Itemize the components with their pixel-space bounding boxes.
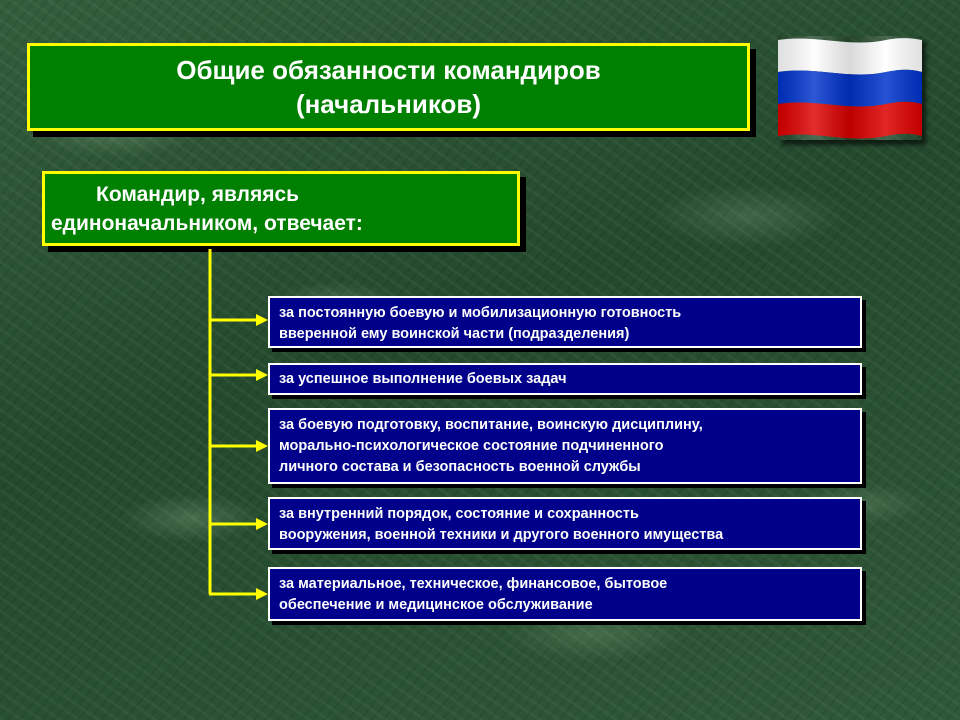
responsibility-item-1 — [268, 296, 862, 348]
item-3-line-2: морально-психологическое состояние подчиненного — [279, 438, 664, 454]
item-2-line-1: за успешное выполнение боевых задач — [279, 371, 567, 387]
item-4-line-2: вооружения, военной техники и другого военного имущества — [279, 527, 724, 543]
arrow-head-5 — [256, 588, 268, 600]
arrow-head-3 — [256, 440, 268, 452]
commander-line-1: Командир, являясь — [96, 183, 300, 206]
arrow-head-1 — [256, 314, 268, 326]
item-5-line-2: обеспечение и медицинское обслуживание — [279, 597, 593, 613]
commander-line-2: единоначальником, отвечает: — [51, 212, 363, 235]
responsibility-item-2 — [268, 363, 862, 395]
commander-responsibility-box — [42, 171, 520, 246]
item-3-line-3: личного состава и безопасность военной службы — [279, 459, 641, 475]
item-3-line-1: за боевую подготовку, воспитание, воинскую дисциплину, — [279, 417, 703, 433]
item-4-line-1: за внутренний порядок, состояние и сохранность — [279, 506, 639, 522]
responsibility-item-4 — [268, 497, 862, 550]
item-1-line-2: вверенной ему воинской части (подразделения) — [279, 326, 630, 342]
slide-title-line-2: (начальников) — [295, 89, 482, 119]
responsibility-item-5 — [268, 567, 862, 621]
slide-title — [27, 43, 750, 131]
arrow-head-4 — [256, 518, 268, 530]
slide-title-line-1: Общие обязанности командиров — [176, 55, 601, 85]
russian-flag-icon — [778, 36, 922, 140]
item-1-line-1: за постоянную боевую и мобилизационную готовность — [279, 305, 682, 321]
arrow-head-2 — [256, 369, 268, 381]
item-5-line-1: за материальное, техническое, финансовое, бытовое — [279, 576, 668, 592]
responsibility-item-3 — [268, 408, 862, 484]
